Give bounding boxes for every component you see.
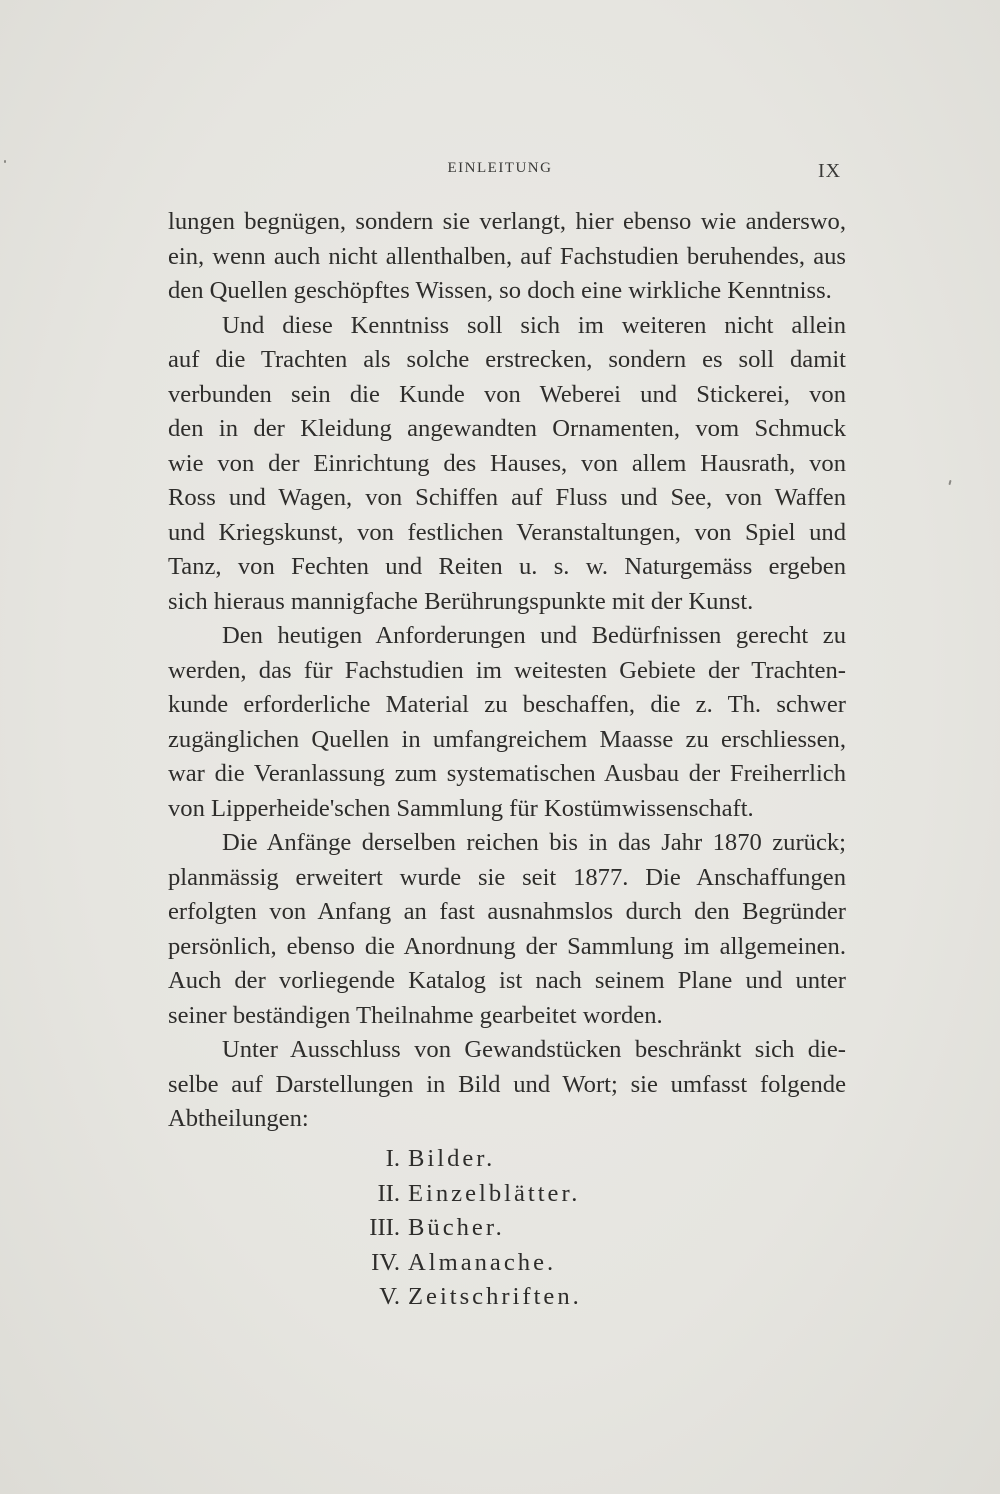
section-name: Bücher. xyxy=(408,1214,505,1241)
text-line: verbunden sein die Kunde von Weberei und Stickerei, von xyxy=(168,380,846,408)
section-item xyxy=(0,1142,1000,1177)
section-name: Almanache. xyxy=(408,1248,557,1276)
text-line: war die Veranlassung zum systematischen Ausbau der Freiherrlich xyxy=(168,760,846,787)
text-line: Die Anfänge derselben reichen bis in das Jahr 1870 zurück; xyxy=(222,829,846,856)
text-line: sich hieraus mannigfache Berührungspunkte mit der Kunst. xyxy=(168,587,754,615)
paragraph xyxy=(168,826,846,1033)
section-item xyxy=(0,1246,1000,1281)
running-title: EINLEITUNG xyxy=(447,160,553,176)
text-line: Abtheilungen: xyxy=(168,1105,309,1132)
section-item xyxy=(0,1177,1000,1212)
text-line: ein, wenn auch nicht allenthalben, auf Fachstudien beruhendes, aus xyxy=(168,242,846,270)
text-line: von Lipperheide'schen Sammlung für Kostümwissenschaft. xyxy=(168,794,754,822)
section-name: Bilder. xyxy=(408,1145,496,1172)
paragraph xyxy=(168,309,846,620)
text-line: Auch der vorliegende Katalog ist nach seinem Plane und unter xyxy=(168,967,846,994)
text-line: den Quellen geschöpftes Wissen, so doch eine wirkliche Kenntniss. xyxy=(168,277,832,304)
text-line: Unter Ausschluss von Gewandstücken beschränkt sich die- xyxy=(222,1036,846,1063)
text-line: selbe auf Darstellungen in Bild und Wort; sie umfasst folgende xyxy=(168,1070,846,1098)
section-item xyxy=(0,1211,1000,1246)
text-line: kunde erforderliche Material zu beschaffen, die z. Th. schwer xyxy=(168,691,846,718)
section-item xyxy=(0,1280,1000,1315)
text-line: persönlich, ebenso die Anordnung der Sammlung im allgemeinen. xyxy=(168,932,846,960)
text-line: seiner beständigen Theilnahme gearbeitet worden. xyxy=(168,1001,663,1029)
page-number: IX xyxy=(818,160,842,182)
paper-speck xyxy=(4,160,6,163)
body-text xyxy=(168,205,846,1137)
section-numeral: V. xyxy=(379,1283,400,1310)
text-line: werden, das für Fachstudien im weitesten Gebiete der Trachten- xyxy=(168,656,846,684)
section-numeral: IV. xyxy=(371,1248,400,1276)
paper-speck xyxy=(948,480,951,485)
section-numeral: II. xyxy=(377,1179,400,1207)
text-line: wie von der Einrichtung des Hauses, von allem Hausrath, von xyxy=(168,449,846,477)
text-line: auf die Trachten als solche erstrecken, sondern es soll damit xyxy=(168,346,846,373)
text-line: Den heutigen Anforderungen und Bedürfnissen gerecht zu xyxy=(222,622,846,649)
section-list xyxy=(0,1142,1000,1315)
text-line: den in der Kleidung angewandten Ornamenten, vom Schmuck xyxy=(168,415,846,442)
text-line: Und diese Kenntniss soll sich im weiteren nicht allein xyxy=(222,311,846,339)
running-head xyxy=(0,160,1000,190)
text-line: und Kriegskunst, von festlichen Veranstaltungen, von Spiel und xyxy=(168,518,846,546)
text-line: erfolgten von Anfang an fast ausnahmslos durch den Begründer xyxy=(168,898,846,925)
section-numeral: I. xyxy=(385,1145,400,1172)
section-numeral: III. xyxy=(369,1214,400,1241)
paragraph xyxy=(168,205,846,309)
text-line: Tanz, von Fechten und Reiten u. s. w. Naturgemäss ergeben xyxy=(168,553,846,580)
text-line: zugänglichen Quellen in umfangreichem Maasse zu erschliessen, xyxy=(168,725,846,753)
section-name: Zeitschriften. xyxy=(408,1283,582,1310)
text-line: planmässig erweitert wurde sie seit 1877. Die Anschaffungen xyxy=(168,863,846,891)
text-line: Ross und Wagen, von Schiffen auf Fluss und See, von Waffen xyxy=(168,484,846,511)
paragraph xyxy=(168,1033,846,1137)
text-line: lungen begnügen, sondern sie verlangt, hier ebenso wie anderswo, xyxy=(168,208,846,235)
paragraph xyxy=(168,619,846,826)
section-name: Einzelblätter. xyxy=(408,1179,581,1207)
